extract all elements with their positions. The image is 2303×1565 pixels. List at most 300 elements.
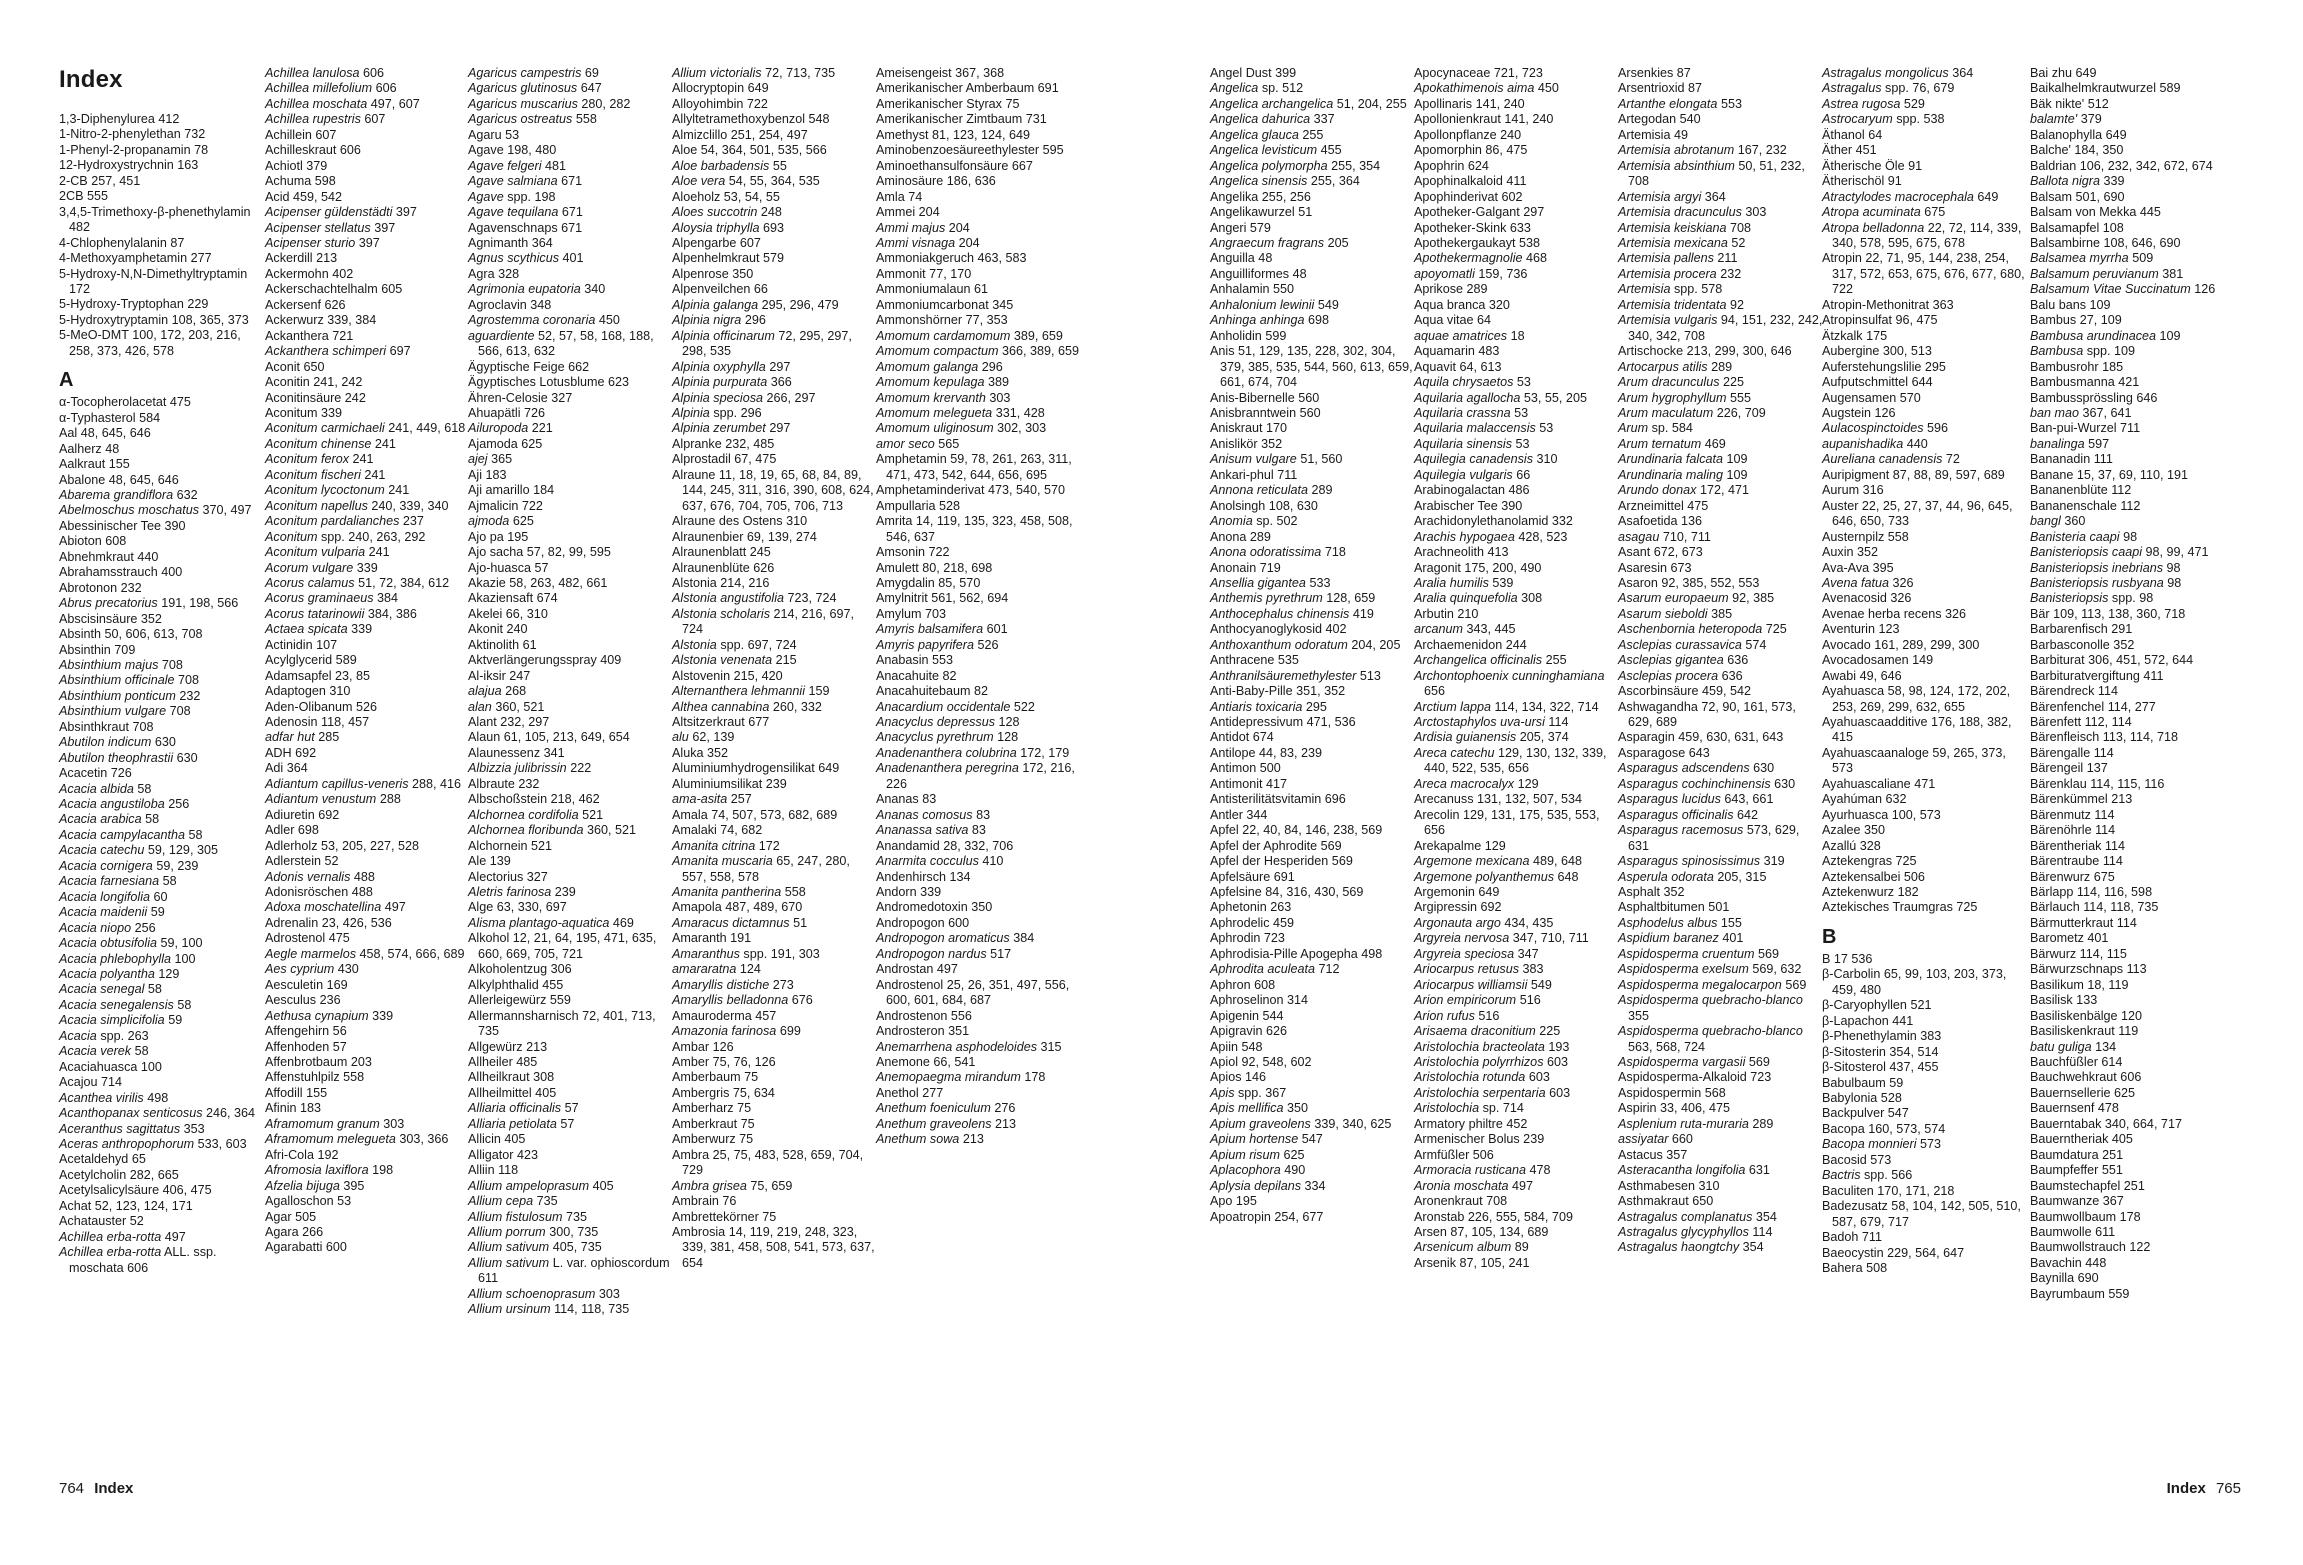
entry-pages: spp. 198 xyxy=(507,189,556,204)
entry-term: Argonauta argo xyxy=(1414,915,1501,930)
index-entry: Bavachin 448 xyxy=(2030,1255,2107,1270)
index-entry: Bärenfett 112, 114 xyxy=(2030,715,2132,730)
entry-pages: 648 xyxy=(1557,869,1579,884)
index-entry: Ayahuascaliane 471 xyxy=(1822,776,1936,791)
entry-pages: 241 xyxy=(368,545,390,560)
entry-term: Arion empiricorum xyxy=(1414,993,1517,1008)
index-entry: Agroclavin 348 xyxy=(468,297,552,312)
index-entry: Apios 146 xyxy=(1210,1070,1267,1085)
index-entry xyxy=(1414,1179,1619,1194)
index-entry: Bärengeil 137 xyxy=(2030,761,2108,776)
index-entry: Allheilmittel 405 xyxy=(468,1085,557,1100)
index-column-6 xyxy=(1210,66,1415,1225)
index-entry xyxy=(1822,112,2027,127)
index-entry: Alliin 118 xyxy=(468,1163,519,1178)
index-entry: Abalone 48, 645, 646 xyxy=(59,472,179,487)
entry-term: Aristolochia xyxy=(1414,1101,1480,1116)
index-entry xyxy=(876,931,1081,946)
index-entry: Aconitum 339 xyxy=(265,405,343,420)
index-entry: Balsam 501, 690 xyxy=(2030,189,2125,204)
index-entry: Asthmakraut 650 xyxy=(1618,1194,1714,1209)
entry-pages: 606 xyxy=(363,66,385,80)
index-entry xyxy=(1618,190,1823,205)
index-entry: Anholidin 599 xyxy=(1210,328,1287,343)
index-entry: Atropin 22, 71, 95, 144, 238, 254, 317, 572, 653, 675, 676, 677, 680, 722 xyxy=(1822,251,2025,297)
index-entry: Ammoniakgeruch 463, 583 xyxy=(876,251,1027,266)
entry-pages: 708 xyxy=(169,704,191,719)
index-entry xyxy=(59,1091,264,1106)
entry-pages: 625 xyxy=(1283,1147,1305,1162)
index-entry: B 17 536 xyxy=(1822,951,1873,966)
entry-term: Arum dracunculus xyxy=(1618,375,1720,390)
entry-pages: 735 xyxy=(565,1209,587,1224)
index-entry xyxy=(468,1179,673,1194)
entry-term: Ariocarpus williamsii xyxy=(1414,977,1528,992)
entry-term: Annona reticulata xyxy=(1210,483,1309,498)
index-entry xyxy=(876,1070,1081,1085)
index-entry xyxy=(1414,530,1619,545)
index-entry xyxy=(1210,591,1415,606)
index-entry xyxy=(59,859,264,874)
entry-term: Artemisia keiskiana xyxy=(1618,220,1727,235)
entry-pages: 226, 709 xyxy=(1716,405,1766,420)
index-entry: Bärwurzschnaps 113 xyxy=(2030,962,2147,977)
index-entry xyxy=(468,916,673,931)
entry-pages: 364 xyxy=(1952,66,1974,80)
index-entry: Alraunenbier 69, 139, 274 xyxy=(672,529,817,544)
entry-pages: 51, 560 xyxy=(1300,452,1343,467)
entry-term: Angelica glauca xyxy=(1210,127,1299,142)
entry-pages: 72 xyxy=(1945,452,1960,467)
index-entry: Amulett 80, 218, 698 xyxy=(876,560,993,575)
entry-pages: 92, 385 xyxy=(1732,591,1775,606)
index-entry xyxy=(1822,1168,2027,1183)
entry-term: Areca macrocalyx xyxy=(1414,776,1515,791)
index-entry xyxy=(2030,282,2235,297)
index-entry xyxy=(1414,468,1619,483)
index-entry: Achuma 598 xyxy=(265,174,336,189)
index-entry xyxy=(468,1240,673,1255)
index-column-2 xyxy=(265,66,470,1256)
entry-pages: 497 xyxy=(164,1229,186,1244)
entry-pages: 225 xyxy=(1723,375,1745,390)
index-entry xyxy=(468,700,673,715)
index-entry: Alpenhelmkraut 579 xyxy=(672,251,785,266)
index-column-5 xyxy=(876,66,1081,1148)
index-entry: Anisbranntwein 560 xyxy=(1210,405,1321,420)
index-entry xyxy=(2030,406,2235,421)
entry-pages: 708 xyxy=(1730,220,1752,235)
entry-pages: 232 xyxy=(179,688,201,703)
entry-pages: 98, 99, 471 xyxy=(2145,545,2209,560)
entry-term: Agnus scythicus xyxy=(468,251,559,266)
index-entry: Barbiturat 306, 451, 572, 644 xyxy=(2030,653,2194,668)
index-entry xyxy=(672,885,877,900)
index-entry xyxy=(1414,870,1619,885)
index-entry xyxy=(1618,993,1823,1024)
entry-pages: 596 xyxy=(1927,421,1949,436)
index-entry: Aurum 316 xyxy=(1822,483,1884,498)
entry-pages: 268 xyxy=(505,684,527,699)
index-entry: Babulbaum 59 xyxy=(1822,1075,1904,1090)
entry-pages: 428, 523 xyxy=(1518,529,1568,544)
entry-pages: 204 xyxy=(948,220,970,235)
entry-term: Artemisia mexicana xyxy=(1618,235,1728,250)
entry-term: Acacia angustiloba xyxy=(59,797,165,812)
entry-pages: 109 xyxy=(1726,452,1748,467)
index-entry: Aubergine 300, 513 xyxy=(1822,344,1932,359)
entry-term: Absinthium officinale xyxy=(59,673,175,688)
index-entry xyxy=(1414,1086,1619,1101)
entry-pages: 735 xyxy=(536,1194,558,1209)
entry-pages: 128 xyxy=(997,730,1019,745)
index-entry: Anguilliformes 48 xyxy=(1210,266,1307,281)
index-entry: Amphetamin 59, 78, 261, 263, 311, 471, 473, 542, 644, 656, 695 xyxy=(876,452,1072,482)
entry-pages: 159 xyxy=(808,684,830,699)
index-entry xyxy=(1618,298,1823,313)
index-entry: Bärenöhrle 114 xyxy=(2030,823,2116,838)
index-entry: Astacus 357 xyxy=(1618,1147,1688,1162)
entry-term: Acacia verek xyxy=(59,1044,132,1059)
entry-pages: 603 xyxy=(1549,1085,1571,1100)
entry-pages: 364 xyxy=(1704,189,1726,204)
index-entry: Bärenwurz 675 xyxy=(2030,869,2115,884)
entry-pages: 98 xyxy=(2166,560,2181,575)
entry-term: Aquilegia vulgaris xyxy=(1414,467,1513,482)
entry-term: Arundinaria maling xyxy=(1618,467,1724,482)
entry-term: Arion rufus xyxy=(1414,1008,1475,1023)
index-entry xyxy=(468,329,673,360)
index-entry xyxy=(1414,715,1619,730)
entry-pages: 57 xyxy=(560,1116,575,1131)
entry-pages: 193 xyxy=(1548,1039,1570,1054)
index-entry: Achillein 607 xyxy=(265,127,337,142)
index-entry xyxy=(876,638,1081,653)
index-entry: Affengehirn 56 xyxy=(265,1024,347,1039)
index-entry: Archaemenidon 244 xyxy=(1414,637,1527,652)
index-entry: Alstonia 214, 216 xyxy=(672,575,770,590)
index-entry xyxy=(1414,329,1619,344)
entry-term: Astragalus glycyphyllos xyxy=(1618,1224,1749,1239)
index-entry: Amalaki 74, 682 xyxy=(672,823,763,838)
entry-term: Banisteria caapi xyxy=(2030,529,2120,544)
entry-pages: 569 xyxy=(1785,977,1807,992)
index-entry: Ätherische Öle 91 xyxy=(1822,158,1923,173)
index-entry xyxy=(876,746,1081,761)
index-entry: Ammonit 77, 170 xyxy=(876,266,972,281)
entry-pages: 397 xyxy=(395,205,417,220)
entry-term: Allium ursinum xyxy=(468,1302,551,1317)
entry-pages: 529 xyxy=(1903,96,1925,111)
entry-term: Aplysia depilans xyxy=(1210,1178,1302,1193)
index-entry xyxy=(876,344,1081,359)
entry-term: Amaryllis belladonna xyxy=(672,993,789,1008)
entry-pages: 221 xyxy=(531,421,553,436)
index-entry: Achat 52, 123, 124, 171 xyxy=(59,1198,193,1213)
index-entry: Baumwanze 367 xyxy=(2030,1194,2124,1209)
index-entry xyxy=(1414,931,1619,946)
index-entry xyxy=(59,689,264,704)
entry-pages: 89 xyxy=(1514,1240,1529,1255)
entry-pages: 53, 55, 205 xyxy=(1523,390,1587,405)
index-entry: Ajo pa 195 xyxy=(468,529,529,544)
index-entry: Aquavit 64, 613 xyxy=(1414,359,1502,374)
index-entry xyxy=(1210,1132,1415,1147)
index-entry: Ayahuasca 58, 98, 124, 172, 202, 253, 269, 299, 632, 655 xyxy=(1822,684,2011,714)
entry-pages: 205, 374 xyxy=(1519,730,1569,745)
entry-pages: 347 xyxy=(1517,946,1539,961)
entry-term: Arum maculatum xyxy=(1618,405,1714,420)
index-entry: Bärlapp 114, 116, 598 xyxy=(2030,885,2153,900)
index-entry: Alraune 11, 18, 19, 65, 68, 84, 89, 144, 245, 311, 316, 390, 608, 624, 637, 676, 704, 705, 706, 713 xyxy=(672,467,874,513)
entry-term: Amomum melegueta xyxy=(876,405,993,420)
index-entry: Alaunessenz 341 xyxy=(468,745,565,760)
index-entry: Ayahuascaadditive 176, 188, 382, 415 xyxy=(1822,715,2012,745)
index-entry: Arachneolith 413 xyxy=(1414,545,1509,560)
entry-term: Argemone mexicana xyxy=(1414,854,1530,869)
entry-term: Agave xyxy=(468,189,504,204)
index-entry: Amla 74 xyxy=(876,189,923,204)
index-entry xyxy=(672,1024,877,1039)
index-entry: Baumstechapfel 251 xyxy=(2030,1178,2145,1193)
entry-pages: 57 xyxy=(564,1101,579,1116)
entry-pages: 631 xyxy=(1748,1163,1770,1178)
index-entry: α-Tocopherolacetat 475 xyxy=(59,395,191,410)
entry-term: Asparagus lucidus xyxy=(1618,792,1721,807)
index-entry xyxy=(1210,112,1415,127)
entry-term: Antiaris toxicaria xyxy=(1210,699,1303,714)
index-entry xyxy=(2030,1040,2235,1055)
index-entry: Achiotl 379 xyxy=(265,158,328,173)
entry-pages: 248 xyxy=(760,205,782,220)
entry-term: Apothekermagnolie xyxy=(1414,251,1523,266)
entry-pages: 397 xyxy=(358,235,380,250)
index-entry: Barbarenfisch 291 xyxy=(2030,622,2133,637)
index-entry xyxy=(1618,375,1823,390)
entry-pages: 526 xyxy=(977,637,999,652)
entry-pages: spp. 296 xyxy=(713,405,762,420)
index-entry xyxy=(1210,452,1415,467)
entry-pages: 455 xyxy=(1320,143,1342,158)
index-entry: Aztekengras 725 xyxy=(1822,854,1917,869)
index-entry: Apiin 548 xyxy=(1210,1039,1263,1054)
index-entry: Baumwolle 611 xyxy=(2030,1224,2116,1239)
entry-term: Apis xyxy=(1210,1085,1235,1100)
entry-pages: 53 xyxy=(1515,436,1530,451)
index-entry: Alprostadil 67, 475 xyxy=(672,452,777,467)
index-entry xyxy=(1618,1210,1823,1225)
entry-term: Amomum kepulaga xyxy=(876,375,985,390)
index-entry: Alstovenin 215, 420 xyxy=(672,668,783,683)
index-entry xyxy=(59,782,264,797)
index-entry: Anethol 277 xyxy=(876,1085,944,1100)
index-entry: Arabischer Tee 390 xyxy=(1414,498,1523,513)
entry-pages: 213 xyxy=(962,1132,984,1147)
entry-term: Anemopaegma mirandum xyxy=(876,1070,1021,1085)
index-entry: Adrenalin 23, 426, 536 xyxy=(265,915,392,930)
entry-term: ban mao xyxy=(2030,405,2080,420)
index-entry: Baeocystin 229, 564, 647 xyxy=(1822,1245,1965,1260)
index-entry: Aminobenzoesäureethylester 595 xyxy=(876,143,1064,158)
index-entry: β-Lapachon 441 xyxy=(1822,1013,1914,1028)
index-entry: Adlerholz 53, 205, 227, 528 xyxy=(265,838,420,853)
index-entry: Barometz 401 xyxy=(2030,931,2109,946)
index-entry: Balu bans 109 xyxy=(2030,297,2111,312)
index-entry xyxy=(468,1101,673,1116)
index-entry: Aphetonin 263 xyxy=(1210,900,1292,915)
index-entry: Andenhirsch 134 xyxy=(876,869,971,884)
entry-term: Aristolochia rotunda xyxy=(1414,1070,1526,1085)
index-entry xyxy=(672,313,877,328)
entry-pages: 574 xyxy=(1745,637,1767,652)
index-entry: Ammoniumalaun 61 xyxy=(876,282,989,297)
index-entry xyxy=(672,947,877,962)
index-entry: Ägyptisches Lotusblume 623 xyxy=(468,375,630,390)
index-entry: Aniskraut 170 xyxy=(1210,421,1288,436)
entry-pages: 266, 297 xyxy=(766,390,816,405)
entry-pages: 693 xyxy=(763,220,785,235)
index-entry: Bambusrohr 185 xyxy=(2030,359,2124,374)
index-entry: Baumpfeffer 551 xyxy=(2030,1163,2123,1178)
entry-pages: 565 xyxy=(938,436,960,451)
entry-pages: spp. 697, 724 xyxy=(720,637,797,652)
index-entry xyxy=(1414,406,1619,421)
entry-term: Acorus graminaeus xyxy=(265,591,374,606)
index-entry: Altsitzerkraut 677 xyxy=(672,715,770,730)
index-entry: Ackanthera 721 xyxy=(265,328,354,343)
entry-term: Aquila chrysaetos xyxy=(1414,375,1514,390)
index-entry: Atropin-Methonitrat 363 xyxy=(1822,297,1954,312)
index-entry xyxy=(265,468,470,483)
index-entry: Apfel 22, 40, 84, 146, 238, 569 xyxy=(1210,823,1383,838)
index-entry: Ambergris 75, 634 xyxy=(672,1085,775,1100)
entry-pages: 126 xyxy=(2194,282,2216,297)
index-entry: Andromedotoxin 350 xyxy=(876,900,993,915)
index-entry xyxy=(468,808,673,823)
index-entry: Arsenkies 87 xyxy=(1618,66,1691,80)
entry-pages: 204 xyxy=(958,235,980,250)
index-entry: Acaciahuasca 100 xyxy=(59,1059,162,1074)
index-entry: Angel Dust 399 xyxy=(1210,66,1297,80)
index-entry: β-Sitosterol 437, 455 xyxy=(1822,1060,1939,1075)
entry-term: Absinthium ponticum xyxy=(59,688,176,703)
entry-pages: 676 xyxy=(791,993,813,1008)
entry-term: aupanishadika xyxy=(1822,436,1904,451)
index-entry: Bauernsenf 478 xyxy=(2030,1101,2119,1116)
entry-term: Acacia arabica xyxy=(59,812,142,827)
index-entry xyxy=(265,545,470,560)
index-entry: Allermannsharnisch 72, 401, 713, 735 xyxy=(468,1008,656,1039)
section-letter: A xyxy=(59,369,74,392)
index-entry: Allyltetramethoxybenzol 548 xyxy=(672,112,830,127)
index-entry xyxy=(59,1137,264,1152)
entry-term: Arctium lappa xyxy=(1414,699,1491,714)
entry-pages: 58 xyxy=(188,827,203,842)
index-entry: Amygdalin 85, 570 xyxy=(876,575,981,590)
entry-term: Acacia xyxy=(59,1028,97,1043)
index-entry xyxy=(1210,1148,1415,1163)
index-entry xyxy=(59,735,264,750)
entry-term: Alstonia angustifolia xyxy=(672,591,785,606)
index-entry: Asparagose 643 xyxy=(1618,745,1710,760)
index-entry: Agra 328 xyxy=(468,266,520,281)
index-entry: Barbasconolle 352 xyxy=(2030,637,2135,652)
entry-term: Angelica sinensis xyxy=(1210,174,1308,189)
index-entry: Amrita 14, 119, 135, 323, 458, 508, 546, 637 xyxy=(876,514,1073,544)
entry-pages: 649 xyxy=(1977,189,1999,204)
index-entry: Ackerschachtelhalm 605 xyxy=(265,282,403,297)
index-entry: Apfel der Hesperiden 569 xyxy=(1210,854,1353,869)
index-entry xyxy=(59,828,264,843)
index-entry: Anis-Bibernelle 560 xyxy=(1210,390,1320,405)
index-entry: Anabasin 553 xyxy=(876,653,954,668)
index-entry xyxy=(2030,329,2235,344)
index-entry xyxy=(468,1287,673,1302)
index-entry: Balche' 184, 350 xyxy=(2030,143,2124,158)
index-entry: Ambrosia 14, 119, 219, 248, 323, 339, 381, 458, 508, 541, 573, 637, 654 xyxy=(672,1224,875,1270)
entry-pages: 569 xyxy=(1748,1055,1770,1069)
index-entry: Alloyohimbin 722 xyxy=(672,96,768,111)
entry-pages: 308 xyxy=(1521,591,1543,606)
index-entry xyxy=(468,174,673,189)
index-entry: Acacetin 726 xyxy=(59,766,132,781)
index-entry: Apotheker-Skink 633 xyxy=(1414,220,1531,235)
entry-pages: 114, 118, 735 xyxy=(554,1302,630,1317)
entry-term: Aceras anthropophorum xyxy=(59,1137,195,1151)
index-entry xyxy=(1618,669,1823,684)
entry-term: Asparagus racemosus xyxy=(1618,823,1744,838)
entry-term: Agave tequilana xyxy=(468,205,559,220)
index-entry xyxy=(2030,576,2235,591)
index-entry xyxy=(1414,1055,1619,1070)
index-entry: Anhalamin 550 xyxy=(1210,282,1295,297)
entry-pages: 58 xyxy=(147,982,162,997)
index-entry xyxy=(1414,978,1619,993)
index-entry xyxy=(1414,1101,1619,1116)
index-entry: Absinthkraut 708 xyxy=(59,719,154,734)
entry-term: Agave felgeri xyxy=(468,158,542,173)
index-entry: Ajmalicin 722 xyxy=(468,498,543,513)
entry-term: Balsamum Vitae Succinatum xyxy=(2030,282,2191,297)
index-entry: Ammei 204 xyxy=(876,205,940,220)
index-entry: Amsonin 722 xyxy=(876,545,950,560)
entry-term: apoyomatli xyxy=(1414,266,1475,281)
index-entry: β-Phenethylamin 383 xyxy=(1822,1029,1942,1044)
entry-term: Aspidosperma cruentum xyxy=(1618,946,1755,961)
index-entry xyxy=(1210,143,1415,158)
index-entry: Äthanol 64 xyxy=(1822,127,1883,142)
index-column-8 xyxy=(1618,66,1823,1256)
entry-term: Atropa belladonna xyxy=(1822,220,1925,235)
index-entry: Acajou 714 xyxy=(59,1075,123,1090)
entry-pages: 172 xyxy=(758,838,780,853)
entry-pages: spp. 191, 303 xyxy=(743,946,820,961)
entry-term: Aframomum granum xyxy=(265,1116,380,1131)
index-entry: Azalee 350 xyxy=(1822,823,1886,838)
index-entry xyxy=(1210,1179,1415,1194)
index-entry: Androsteron 351 xyxy=(876,1024,970,1039)
index-entry: Basiliskenbälge 120 xyxy=(2030,1008,2143,1023)
entry-term: Armoracia rusticana xyxy=(1414,1163,1526,1178)
entry-term: Avena fatua xyxy=(1822,575,1889,590)
entry-pages: 50, 51, 232, 708 xyxy=(1628,158,1805,189)
index-entry xyxy=(876,700,1081,715)
index-entry: Asphaltbitumen 501 xyxy=(1618,900,1730,915)
entry-term: Arisaema draconitium xyxy=(1414,1024,1536,1039)
entry-pages: 232 xyxy=(1720,266,1742,281)
entry-pages: sp. 512 xyxy=(1261,81,1304,96)
index-entry xyxy=(672,792,877,807)
